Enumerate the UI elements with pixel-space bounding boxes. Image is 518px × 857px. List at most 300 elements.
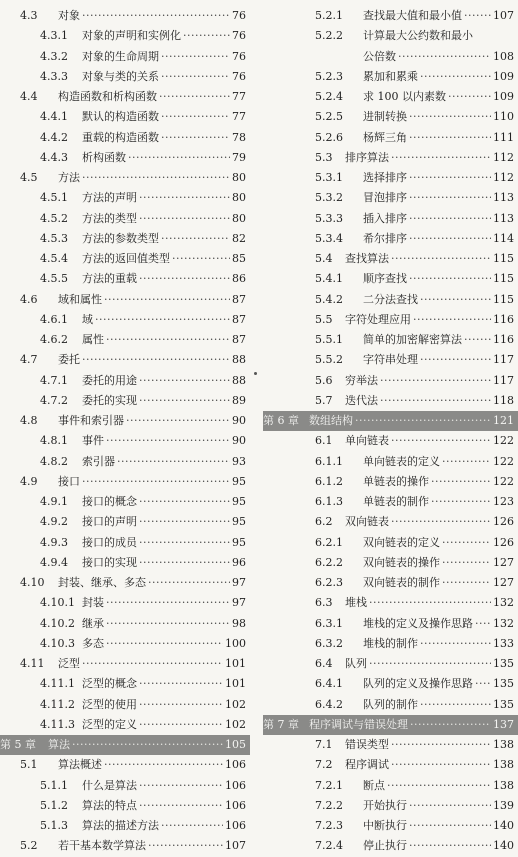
leader-dots <box>106 634 223 654</box>
toc-subsection-row[interactable] <box>0 553 250 573</box>
toc-subsection-row[interactable] <box>0 128 250 148</box>
leader-dots <box>139 512 230 532</box>
toc-section-row[interactable] <box>263 371 518 391</box>
toc-entry-number: 7.2.4 <box>315 839 343 853</box>
leader-dots <box>82 6 230 26</box>
toc-subsection-row[interactable] <box>263 47 518 67</box>
toc-subsection-row[interactable] <box>0 512 250 532</box>
toc-subsection-row[interactable] <box>0 695 250 715</box>
toc-section-row[interactable] <box>263 755 518 775</box>
toc-entry-number: 6.3.2 <box>315 636 343 650</box>
toc-entry-page: 93 <box>232 454 246 468</box>
toc-entry-title: 累加和累乘 <box>363 69 418 83</box>
toc-entry-title: 构造函数和析构函数 <box>58 90 157 103</box>
toc-entry-title: 堆栈 <box>345 596 367 610</box>
toc-section-row[interactable] <box>0 573 250 593</box>
toc-entry-title: 队列 <box>345 657 367 670</box>
toc-subsection-row[interactable] <box>263 128 518 148</box>
toc-entry-page: 135 <box>493 697 514 711</box>
toc-subsection-row[interactable] <box>0 391 250 411</box>
toc-entry-title: 方法的声明 <box>82 191 137 205</box>
toc-entry-title: 接口 <box>58 474 80 488</box>
toc-subsection-row[interactable] <box>0 715 250 735</box>
leader-dots <box>409 796 491 816</box>
toc-subsection-row[interactable] <box>0 634 250 654</box>
toc-subsection-row[interactable] <box>0 269 250 289</box>
toc-subsection-row[interactable] <box>263 776 518 796</box>
toc-entry-page: 115 <box>493 292 514 306</box>
toc-subsection-row[interactable] <box>0 67 250 87</box>
toc-subsection-row[interactable] <box>263 87 518 107</box>
toc-entry-page: 85 <box>232 252 246 265</box>
toc-right-column <box>263 6 518 857</box>
toc-section-row[interactable] <box>0 168 250 188</box>
toc-subsection-row[interactable] <box>263 6 518 26</box>
toc-entry-title: 委托的实现 <box>82 393 137 407</box>
toc-entry-page: 90 <box>232 414 246 427</box>
toc-section-row[interactable] <box>263 148 518 168</box>
toc-entry-page: 95 <box>232 474 246 488</box>
toc-entry-title: 域 <box>82 312 93 326</box>
toc-entry-number: 6.1.2 <box>315 474 343 488</box>
toc-section-row[interactable] <box>0 350 250 370</box>
leader-dots <box>82 168 230 188</box>
toc-subsection-row[interactable] <box>0 492 250 512</box>
toc-subsection-row[interactable] <box>0 47 250 67</box>
toc-subsection-row[interactable] <box>263 188 518 208</box>
leader-dots <box>409 188 491 208</box>
toc-entry-number: 4.3.2 <box>40 49 68 63</box>
toc-entry-title: 方法的返回值类型 <box>82 252 170 265</box>
toc-entry-page: 95 <box>232 535 246 549</box>
toc-section-row[interactable] <box>0 411 250 431</box>
toc-entry-number: 4.4.2 <box>40 130 68 144</box>
toc-subsection-row[interactable] <box>263 695 518 715</box>
toc-section-row[interactable] <box>263 735 518 755</box>
toc-subsection-row[interactable] <box>0 796 250 816</box>
toc-entry-title: 接口的成员 <box>82 535 137 549</box>
toc-entry-number: 6.4.2 <box>315 697 343 711</box>
toc-entry-number: 5.1.2 <box>40 798 68 812</box>
toc-entry-title: 事件 <box>82 434 104 448</box>
leader-dots <box>106 330 230 350</box>
toc-entry-title: 队列的制作 <box>363 697 418 711</box>
toc-subsection-row[interactable] <box>0 107 250 127</box>
toc-subsection-row[interactable] <box>263 269 518 289</box>
toc-entry-page: 101 <box>225 657 246 670</box>
toc-subsection-row[interactable] <box>0 188 250 208</box>
toc-entry-page: 138 <box>493 738 514 751</box>
toc-entry-page: 95 <box>232 495 246 508</box>
toc-entry-title: 杨辉三角 <box>363 130 407 144</box>
toc-entry-number: 6.3.1 <box>315 616 343 630</box>
toc-section-row[interactable] <box>263 249 518 269</box>
leader-dots <box>161 816 223 836</box>
toc-subsection-row[interactable] <box>263 492 518 512</box>
toc-entry-number: 7.2.1 <box>315 778 343 792</box>
toc-entry-page: 109 <box>493 90 514 103</box>
leader-dots <box>159 87 230 107</box>
leader-dots <box>398 47 491 67</box>
toc-entry-number: 5.4.2 <box>315 292 343 306</box>
leader-dots <box>161 107 230 127</box>
toc-entry-number: 4.3.3 <box>40 69 68 83</box>
toc-entry-title: 单向链表的定义 <box>363 454 440 468</box>
toc-subsection-row[interactable] <box>263 634 518 654</box>
toc-entry-title: 字符处理应用 <box>345 312 411 326</box>
toc-entry-page: 115 <box>493 272 514 286</box>
toc-entry-title: 队列的定义及操作思路 <box>363 677 473 691</box>
toc-entry-title: 对象 <box>58 9 80 22</box>
toc-entry-number: 4.5.5 <box>40 272 68 286</box>
leader-dots <box>104 290 230 310</box>
toc-entry-number: 4.5.2 <box>40 211 68 225</box>
leader-dots <box>126 411 230 431</box>
toc-chapter-row[interactable] <box>263 411 518 431</box>
leader-dots <box>409 836 491 856</box>
leader-dots <box>106 593 230 613</box>
leader-dots <box>409 107 491 127</box>
toc-entry-page: 86 <box>232 272 246 286</box>
toc-entry-number: 6.2.2 <box>315 555 343 569</box>
leader-dots <box>183 26 230 46</box>
toc-subsection-row[interactable] <box>263 816 518 836</box>
toc-subsection-row[interactable] <box>0 593 250 613</box>
toc-section-row[interactable] <box>0 290 250 310</box>
toc-entry-title: 多态 <box>82 636 104 650</box>
leader-dots <box>139 371 230 391</box>
toc-entry-page: 80 <box>232 211 246 225</box>
leader-dots <box>413 310 491 330</box>
toc-entry-title: 单向链表 <box>345 434 389 448</box>
toc-entry-title: 方法的重载 <box>82 272 137 286</box>
toc-entry-title: 错误类型 <box>345 738 389 751</box>
toc-subsection-row[interactable] <box>0 229 250 249</box>
toc-entry-title: 接口的实现 <box>82 555 137 569</box>
toc-entry-number: 4.5.3 <box>40 231 68 245</box>
toc-entry-title: 委托的用途 <box>82 373 137 387</box>
toc-entry-number: 4.11.3 <box>40 717 75 731</box>
toc-entry-page: 132 <box>493 616 514 630</box>
toc-entry-title: 穷举法 <box>345 373 378 387</box>
leader-dots <box>431 472 491 492</box>
toc-subsection-row[interactable] <box>263 674 518 694</box>
leader-dots <box>409 209 491 229</box>
toc-entry-number: 4.6.2 <box>40 333 68 346</box>
toc-subsection-row[interactable] <box>0 816 250 836</box>
toc-entry-page: 138 <box>493 758 514 772</box>
leader-dots <box>139 695 223 715</box>
toc-entry-page: 76 <box>232 69 246 83</box>
toc-entry-number: 4.9.3 <box>40 535 68 549</box>
leader-dots <box>420 634 491 654</box>
toc-entry-page: 121 <box>493 414 514 427</box>
toc-entry-number: 4.7 <box>20 353 38 367</box>
leader-dots <box>139 533 230 553</box>
toc-entry-number: 6.2.1 <box>315 535 343 549</box>
toc-entry-page: 96 <box>232 555 246 569</box>
toc-entry-title: 默认的构造函数 <box>82 110 159 124</box>
toc-subsection-row[interactable] <box>263 533 518 553</box>
toc-entry-title: 冒泡排序 <box>363 191 407 205</box>
toc-section-row[interactable] <box>0 87 250 107</box>
toc-entry-page: 97 <box>232 596 246 610</box>
toc-entry-number: 6.3 <box>315 596 333 610</box>
toc-entry-page: 112 <box>493 171 514 184</box>
toc-subsection-row[interactable] <box>0 148 250 168</box>
toc-entry-page: 140 <box>493 839 514 853</box>
toc-entry-title: 开始执行 <box>363 798 407 812</box>
toc-entry-number: 7.2 <box>315 758 333 772</box>
toc-entry-page: 117 <box>493 373 514 387</box>
toc-entry-title: 计算最大公约数和最小 <box>363 29 473 43</box>
toc-entry-number: 4.4.1 <box>40 110 68 124</box>
toc-entry-title: 简单的加密解密算法 <box>363 333 462 346</box>
toc-entry-page: 79 <box>232 150 246 164</box>
toc-entry-page: 114 <box>493 231 514 245</box>
toc-subsection-row[interactable] <box>263 350 518 370</box>
toc-subsection-row[interactable] <box>263 472 518 492</box>
toc-entry-title: 公倍数 <box>363 49 396 63</box>
toc-entry-number: 4.10.1 <box>40 596 75 610</box>
toc-section-row[interactable] <box>263 654 518 674</box>
leader-dots <box>139 188 230 208</box>
leader-dots <box>409 128 491 148</box>
toc-entry-number: 4.9.4 <box>40 555 68 569</box>
toc-subsection-row[interactable] <box>0 533 250 553</box>
toc-entry-title: 停止执行 <box>363 839 407 853</box>
toc-entry-number: 4.7.1 <box>40 373 68 387</box>
toc-entry-title: 堆栈的定义及操作思路 <box>363 616 473 630</box>
toc-entry-number: 5.1 <box>20 758 38 772</box>
toc-entry-page: 108 <box>493 49 514 63</box>
toc-entry-number: 6.1.1 <box>315 454 343 468</box>
toc-entry-number: 4.8.1 <box>40 434 68 448</box>
toc-entry-number: 4.3 <box>20 9 38 22</box>
toc-section-row[interactable] <box>0 755 250 775</box>
toc-subsection-row[interactable] <box>0 249 250 269</box>
toc-entry-title: 继承 <box>82 616 104 630</box>
toc-entry-number: 4.10.3 <box>40 636 75 650</box>
leader-dots <box>139 492 230 512</box>
leader-dots <box>420 695 491 715</box>
toc-entry-title: 堆栈的制作 <box>363 636 418 650</box>
leader-dots <box>139 796 223 816</box>
toc-entry-page: 88 <box>232 373 246 387</box>
toc-entry-number: 5.1.3 <box>40 819 68 832</box>
toc-entry-number: 5.7 <box>315 393 333 407</box>
toc-entry-number: 第 7 章 <box>263 717 299 731</box>
toc-entry-number: 5.3.1 <box>315 171 343 184</box>
leader-dots <box>409 229 491 249</box>
toc-entry-number: 5.5.2 <box>315 353 343 367</box>
toc-entry-page: 106 <box>225 798 246 812</box>
toc-entry-page: 110 <box>493 110 514 124</box>
toc-entry-page: 97 <box>232 576 246 589</box>
leader-dots <box>161 47 230 67</box>
toc-entry-page: 122 <box>493 474 514 488</box>
toc-subsection-row[interactable] <box>263 168 518 188</box>
toc-section-row[interactable] <box>263 593 518 613</box>
leader-dots <box>464 330 491 350</box>
toc-entry-number: 4.3.1 <box>40 29 68 43</box>
toc-entry-number: 4.11 <box>20 657 45 670</box>
toc-entry-title: 查找算法 <box>345 252 389 265</box>
toc-subsection-row[interactable] <box>263 26 518 46</box>
leader-dots <box>139 674 223 694</box>
toc-entry-title: 迭代法 <box>345 393 378 407</box>
toc-subsection-row[interactable] <box>263 67 518 87</box>
toc-entry-number: 第 6 章 <box>263 414 299 427</box>
toc-subsection-row[interactable] <box>0 452 250 472</box>
leader-dots <box>409 269 491 289</box>
toc-section-row[interactable] <box>0 6 250 26</box>
leader-dots <box>82 350 230 370</box>
toc-section-row[interactable] <box>0 836 250 856</box>
toc-entry-page: 87 <box>232 292 246 306</box>
toc-section-row[interactable] <box>0 472 250 492</box>
leader-dots <box>442 533 491 553</box>
toc-entry-title: 断点 <box>363 778 385 792</box>
leader-dots <box>391 249 491 269</box>
toc-entry-title: 算法概述 <box>58 758 102 772</box>
toc-entry-page: 126 <box>493 535 514 549</box>
toc-entry-title: 析构函数 <box>82 150 126 164</box>
toc-subsection-row[interactable] <box>263 573 518 593</box>
toc-entry-page: 90 <box>232 434 246 448</box>
toc-subsection-row[interactable] <box>0 310 250 330</box>
toc-subsection-row[interactable] <box>0 614 250 634</box>
toc-entry-title: 对象与类的关系 <box>82 69 159 83</box>
leader-dots <box>139 209 230 229</box>
leader-dots <box>391 512 491 532</box>
toc-entry-number: 5.5.1 <box>315 333 343 346</box>
toc-entry-title: 程序调试 <box>345 758 389 772</box>
toc-entry-title: 接口的声明 <box>82 515 137 529</box>
toc-subsection-row[interactable] <box>263 330 518 350</box>
toc-entry-title: 双向链表的操作 <box>363 555 440 569</box>
leader-dots <box>148 573 230 593</box>
leader-dots <box>82 654 223 674</box>
leader-dots <box>161 229 230 249</box>
toc-entry-page: 77 <box>232 90 246 103</box>
toc-entry-number: 5.2.5 <box>315 110 343 124</box>
toc-entry-page: 109 <box>493 69 514 83</box>
toc-section-row[interactable] <box>263 310 518 330</box>
toc-entry-page: 80 <box>232 191 246 205</box>
toc-entry-page: 116 <box>493 312 514 326</box>
toc-section-row[interactable] <box>263 391 518 411</box>
toc-entry-number: 5.2.6 <box>315 130 343 144</box>
toc-entry-number: 4.11.2 <box>40 697 75 711</box>
toc-entry-page: 100 <box>225 636 246 650</box>
leader-dots <box>391 148 491 168</box>
toc-subsection-row[interactable] <box>0 330 250 350</box>
leader-dots <box>117 452 230 472</box>
toc-entry-number: 4.10.2 <box>40 616 75 630</box>
toc-subsection-row[interactable] <box>263 107 518 127</box>
toc-entry-number: 4.5.4 <box>40 252 68 265</box>
toc-entry-number: 6.4 <box>315 657 333 670</box>
toc-entry-page: 111 <box>493 130 514 144</box>
leader-dots <box>420 290 491 310</box>
toc-entry-title: 算法 <box>48 738 70 751</box>
toc-entry-page: 116 <box>493 333 514 346</box>
leader-dots <box>380 391 491 411</box>
toc-section-row[interactable] <box>0 654 250 674</box>
toc-chapter-row[interactable] <box>0 735 250 755</box>
toc-subsection-row[interactable] <box>263 452 518 472</box>
toc-entry-page: 113 <box>493 191 514 205</box>
toc-subsection-row[interactable] <box>0 26 250 46</box>
leader-dots <box>410 715 491 735</box>
toc-entry-title: 泛型的概念 <box>82 677 137 691</box>
leader-dots <box>139 269 230 289</box>
toc-section-row[interactable] <box>263 512 518 532</box>
leader-dots <box>106 614 230 634</box>
toc-subsection-row[interactable] <box>263 614 518 634</box>
toc-subsection-row[interactable] <box>263 290 518 310</box>
toc-subsection-row[interactable] <box>0 209 250 229</box>
leader-dots <box>128 148 230 168</box>
toc-subsection-row[interactable] <box>0 776 250 796</box>
toc-subsection-row[interactable] <box>0 431 250 451</box>
leader-dots <box>106 431 230 451</box>
toc-entry-title: 接口的概念 <box>82 495 137 508</box>
toc-entry-number: 4.5 <box>20 171 38 184</box>
toc-entry-title: 属性 <box>82 333 104 346</box>
leader-dots <box>148 836 223 856</box>
toc-entry-page: 112 <box>493 150 514 164</box>
gutter-mark <box>254 372 257 375</box>
leader-dots <box>139 553 230 573</box>
toc-entry-page: 135 <box>493 677 514 691</box>
toc-entry-title: 重载的构造函数 <box>82 130 159 144</box>
toc-entry-page: 76 <box>232 29 246 43</box>
toc-entry-number: 5.3.3 <box>315 211 343 225</box>
toc-subsection-row[interactable] <box>0 371 250 391</box>
toc-entry-number: 5.4 <box>315 252 333 265</box>
toc-subsection-row[interactable] <box>263 796 518 816</box>
toc-entry-title: 进制转换 <box>363 110 407 124</box>
toc-entry-title: 顺序查找 <box>363 272 407 286</box>
toc-entry-number: 5.2 <box>20 839 38 853</box>
toc-subsection-row[interactable] <box>263 553 518 573</box>
toc-chapter-row[interactable] <box>263 715 518 735</box>
toc-entry-title: 选择排序 <box>363 171 407 184</box>
leader-dots <box>391 735 491 755</box>
toc-entry-page: 135 <box>493 657 514 670</box>
toc-subsection-row[interactable] <box>263 209 518 229</box>
toc-left-column <box>0 6 250 857</box>
toc-entry-title: 什么是算法 <box>82 778 137 792</box>
toc-subsection-row[interactable] <box>0 674 250 694</box>
toc-entry-number: 4.4 <box>20 90 38 103</box>
toc-entry-page: 102 <box>225 697 246 711</box>
toc-entry-number: 4.4.3 <box>40 150 68 164</box>
toc-entry-page: 76 <box>232 9 246 22</box>
toc-subsection-row[interactable] <box>263 836 518 856</box>
toc-subsection-row[interactable] <box>263 229 518 249</box>
leader-dots <box>409 168 491 188</box>
toc-entry-title: 方法的类型 <box>82 211 137 225</box>
leader-dots <box>355 411 491 431</box>
toc-entry-number: 4.11.1 <box>40 677 75 691</box>
toc-entry-title: 封装 <box>82 596 104 610</box>
toc-entry-number: 5.2.4 <box>315 90 343 103</box>
toc-section-row[interactable] <box>263 431 518 451</box>
toc-entry-page: 115 <box>493 252 514 265</box>
